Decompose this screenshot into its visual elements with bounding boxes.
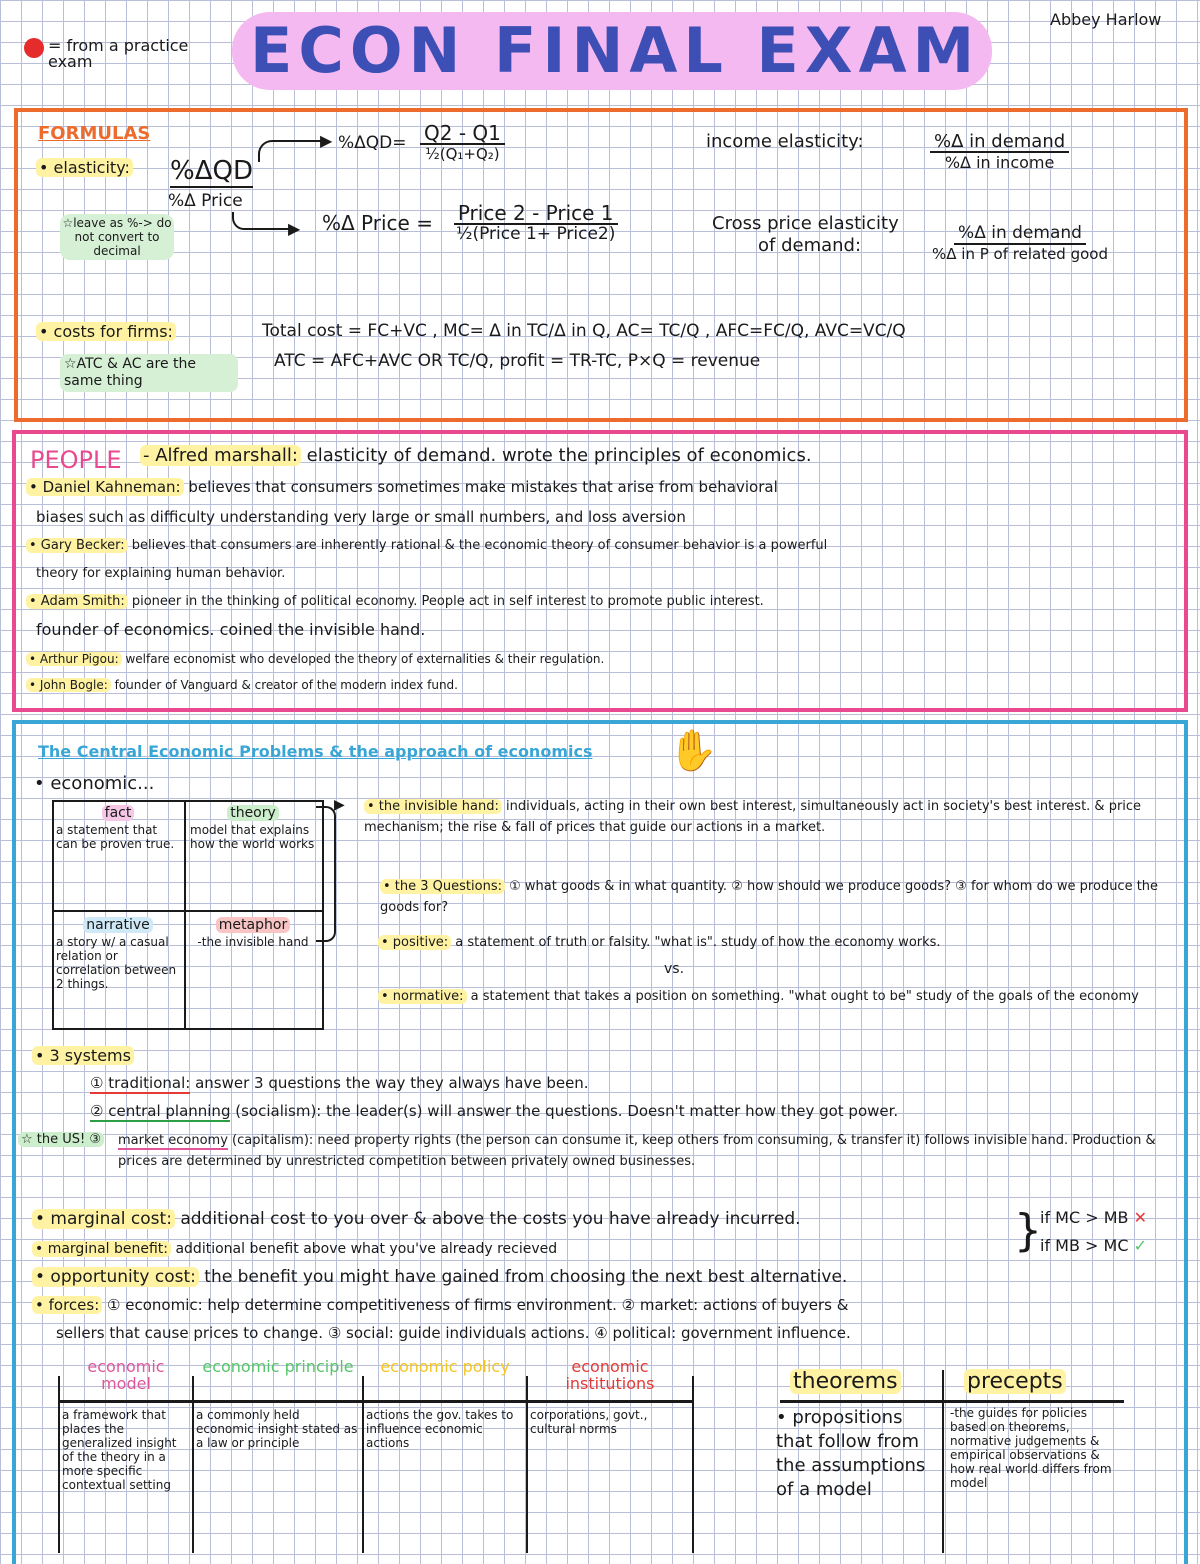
costs-line-2: ATC = AFC+AVC OR TC/Q, profit = TR-TC, P×Q = revenue xyxy=(274,351,761,371)
normative: • normative: a statement that takes a position on something. "what ought to be" study of the goals of the economy xyxy=(378,986,1172,1007)
fact-cell xyxy=(56,804,180,851)
pct-qd-eq: %ΔQD= xyxy=(338,133,407,153)
income-label: income elasticity: xyxy=(706,131,864,152)
person-description: founder of Vanguard & creator of the modern index fund. xyxy=(110,678,458,692)
theory-title: theory xyxy=(227,805,279,821)
metaphor-cell xyxy=(190,916,316,949)
marginal-cost: • marginal cost: additional cost to you over & above the costs you have already incurred. xyxy=(32,1210,801,1229)
person-description: pioneer in the thinking of political economy. People act in self interest to promote public interest. xyxy=(127,594,764,609)
arrowhead-down: ▶ xyxy=(288,219,301,238)
precepts-text: -the guides for policies based on theorems, normative judgements & empirical observations & how real world differs from model xyxy=(950,1406,1112,1490)
author-name: Abbey Harlow xyxy=(1050,10,1162,29)
table-header-4: economic institutions xyxy=(565,1357,655,1393)
table-col-line-5 xyxy=(692,1376,694,1553)
person-description: elasticity of demand. wrote the principles of economics. xyxy=(300,445,812,466)
table-col-line-4 xyxy=(526,1376,528,1553)
three-questions: • the 3 Questions: ① what goods & in what quantity. ② how should we produce goods? ③ for whom do we produce the goods for? xyxy=(380,879,1159,915)
forces-line-2: sellers that cause prices to change. ③ social: guide individuals actions. ④ political: government influence. xyxy=(56,1324,851,1342)
person-line xyxy=(36,508,686,527)
economic-label: • economic... xyxy=(34,773,155,794)
costs-label: • costs for firms: xyxy=(36,322,176,341)
person-description: believes that consumers sometimes make mistakes that arise from behavioral xyxy=(183,478,778,496)
arrowhead-up: ▶ xyxy=(320,131,333,150)
table-cell-1: a framework that places the generalized insight of the theory in a more specific contextual setting xyxy=(62,1408,177,1492)
arrow-right-icon: ▶ xyxy=(334,797,345,813)
system-central: ② central planning (socialism): the leader(s) will answer the questions. Doesn't matter how they got power. xyxy=(90,1102,899,1120)
metaphor-arrow xyxy=(316,806,336,942)
opportunity-cost: • opportunity cost: the benefit you might have gained from choosing the next best alternative. xyxy=(32,1268,847,1287)
person-line xyxy=(26,650,604,669)
theorems-title: theorems xyxy=(790,1368,901,1396)
central-heading: The Central Economic Problems & the approach of economics xyxy=(38,742,593,761)
person-description: theory for explaining human behavior. xyxy=(36,566,286,581)
costs-note: ☆ATC & AC are the same thing xyxy=(60,354,238,392)
person-name: • Daniel Kahneman: xyxy=(26,478,184,496)
income-fraction: $\frac{\text{\%Δ in demand}}{\text{\%Δ in income}}$ xyxy=(930,132,1069,172)
table-header-1: economic model xyxy=(87,1357,165,1393)
fact-text: a statement that can be proven true. xyxy=(56,823,175,851)
marginal-benefit: • marginal benefit: additional benefit above what you've already recieved xyxy=(32,1240,557,1259)
pct-price-eq: %Δ Price = xyxy=(322,211,433,235)
person-line xyxy=(36,564,285,583)
person-description: founder of economics. coined the invisible hand. xyxy=(36,620,426,639)
system-us-note: ☆ the US! ③ xyxy=(18,1130,104,1149)
arrow-up xyxy=(258,140,328,162)
table-cell-3: actions the gov. takes to influence economic actions xyxy=(366,1408,514,1450)
theory-text: model that explains how the world works xyxy=(190,823,315,851)
theorems-text: • propositions that follow from the assumptions of a model xyxy=(776,1407,926,1500)
vs-label: vs. xyxy=(664,961,685,977)
person-name: • Adam Smith: xyxy=(26,594,128,609)
page-title: ECON FINAL EXAM xyxy=(250,14,981,87)
person-name: • Arthur Pigou: xyxy=(26,652,122,666)
pct-price: %Δ Price xyxy=(168,191,243,211)
person-name: - Alfred marshall: xyxy=(140,445,301,466)
cross-icon: ✕ xyxy=(1133,1208,1147,1227)
check-icon: ✓ xyxy=(1133,1236,1147,1255)
star-note: ☆leave as %-> do not convert to decimal xyxy=(60,214,174,260)
person-name: • John Bogle: xyxy=(26,678,111,692)
legend-text: = from a practice exam xyxy=(48,36,189,71)
narrative-title: narrative xyxy=(83,917,153,933)
if-mc: if MC > MB ✕ xyxy=(1040,1208,1147,1227)
if-mb: if MB > MC ✓ xyxy=(1040,1236,1147,1255)
costs-line-1: Total cost = FC+VC , MC= Δ in TC/Δ in Q, AC= TC/Q , AFC=FC/Q, AVC=VC/Q xyxy=(262,321,906,341)
cross-fraction: $\frac{\text{\%Δ in demand}}{\text{\%Δ in P of related good}}$ xyxy=(932,223,1108,263)
table-cell-2: a commonly held economic insight stated as a law or principle xyxy=(196,1408,358,1450)
pct-qd: %ΔQD xyxy=(170,156,253,186)
cross-label-1: Cross price elasticity xyxy=(712,213,899,234)
table-col-line-3 xyxy=(362,1376,364,1553)
legend-dot xyxy=(24,38,44,58)
table-col-line-1 xyxy=(58,1376,60,1553)
person-line xyxy=(26,592,764,611)
narrative-cell xyxy=(56,916,180,991)
grid-hline xyxy=(52,910,322,912)
person-line xyxy=(26,478,778,497)
brace: } xyxy=(1014,1205,1042,1256)
arrow-down xyxy=(232,212,294,230)
tp-col-line xyxy=(942,1370,944,1553)
system-traditional: ① traditional: answer 3 questions the way they always have been. xyxy=(90,1074,589,1092)
invisible-hand: • the invisible hand: individuals, acting in their own best interest, simultaneously act in society's best interest. & price mechanism; the rise & fall of prices that guide our actions in a market. xyxy=(364,799,1142,835)
table-header-2: economic principle xyxy=(202,1357,354,1376)
cross-label-2: of demand: xyxy=(758,235,862,256)
systems-label: • 3 systems xyxy=(32,1046,134,1065)
waving-hand-icon: ✋ xyxy=(668,728,718,774)
person-description: believes that consumers are inherently rational & the economic theory of consumer behavior is a powerful xyxy=(127,538,828,553)
precepts-title: precepts xyxy=(964,1368,1066,1396)
person-name: • Gary Becker: xyxy=(26,538,128,553)
qd-fraction: $\frac{Q2 - Q1}{\text{½(Q₁+Q₂)}}$ xyxy=(420,124,505,164)
price-fraction: $\frac{\text{Price 2 - Price 1}}{\text{½(Price 1+ Price2)}}$ xyxy=(452,204,619,244)
person-line xyxy=(26,676,458,695)
people-heading: PEOPLE xyxy=(30,446,122,474)
tp-header-rule xyxy=(780,1400,1124,1403)
theory-cell xyxy=(190,804,316,851)
person-line xyxy=(140,446,812,465)
metaphor-text: -the invisible hand xyxy=(197,935,309,949)
positive: • positive: a statement of truth or falsity. "what is". study of how the economy works. xyxy=(378,932,1172,953)
table-header-3: economic policy xyxy=(380,1357,510,1376)
grid-vline xyxy=(184,800,186,1028)
person-line xyxy=(26,536,827,555)
forces-line-1: • forces: ① economic: help determine competitiveness of firms environment. ② market: actions of buyers & xyxy=(32,1296,848,1315)
table-cell-4: corporations, govt., cultural norms xyxy=(530,1408,648,1436)
table-col-line-2 xyxy=(192,1376,194,1553)
person-description: welfare economist who developed the theory of externalities & their regulation. xyxy=(121,652,605,666)
narrative-text: a story w/ a casual relation or correlation between 2 things. xyxy=(56,935,177,991)
formulas-heading: FORMULAS xyxy=(38,123,151,144)
fact-title: fact xyxy=(102,805,135,821)
system-market: market economy (capitalism): need property rights (the person can consume it, keep others from consuming, & transfer it) follows invisible hand. Production & prices are determined by unrestricted competition between privately owned businesses. xyxy=(118,1133,1156,1169)
table-header-rule xyxy=(58,1400,694,1403)
elasticity-label: • elasticity: xyxy=(36,158,133,177)
person-description: biases such as difficulty understanding very large or small numbers, and loss aversion xyxy=(36,508,686,526)
person-line xyxy=(36,620,425,639)
metaphor-title: metaphor xyxy=(216,917,290,933)
